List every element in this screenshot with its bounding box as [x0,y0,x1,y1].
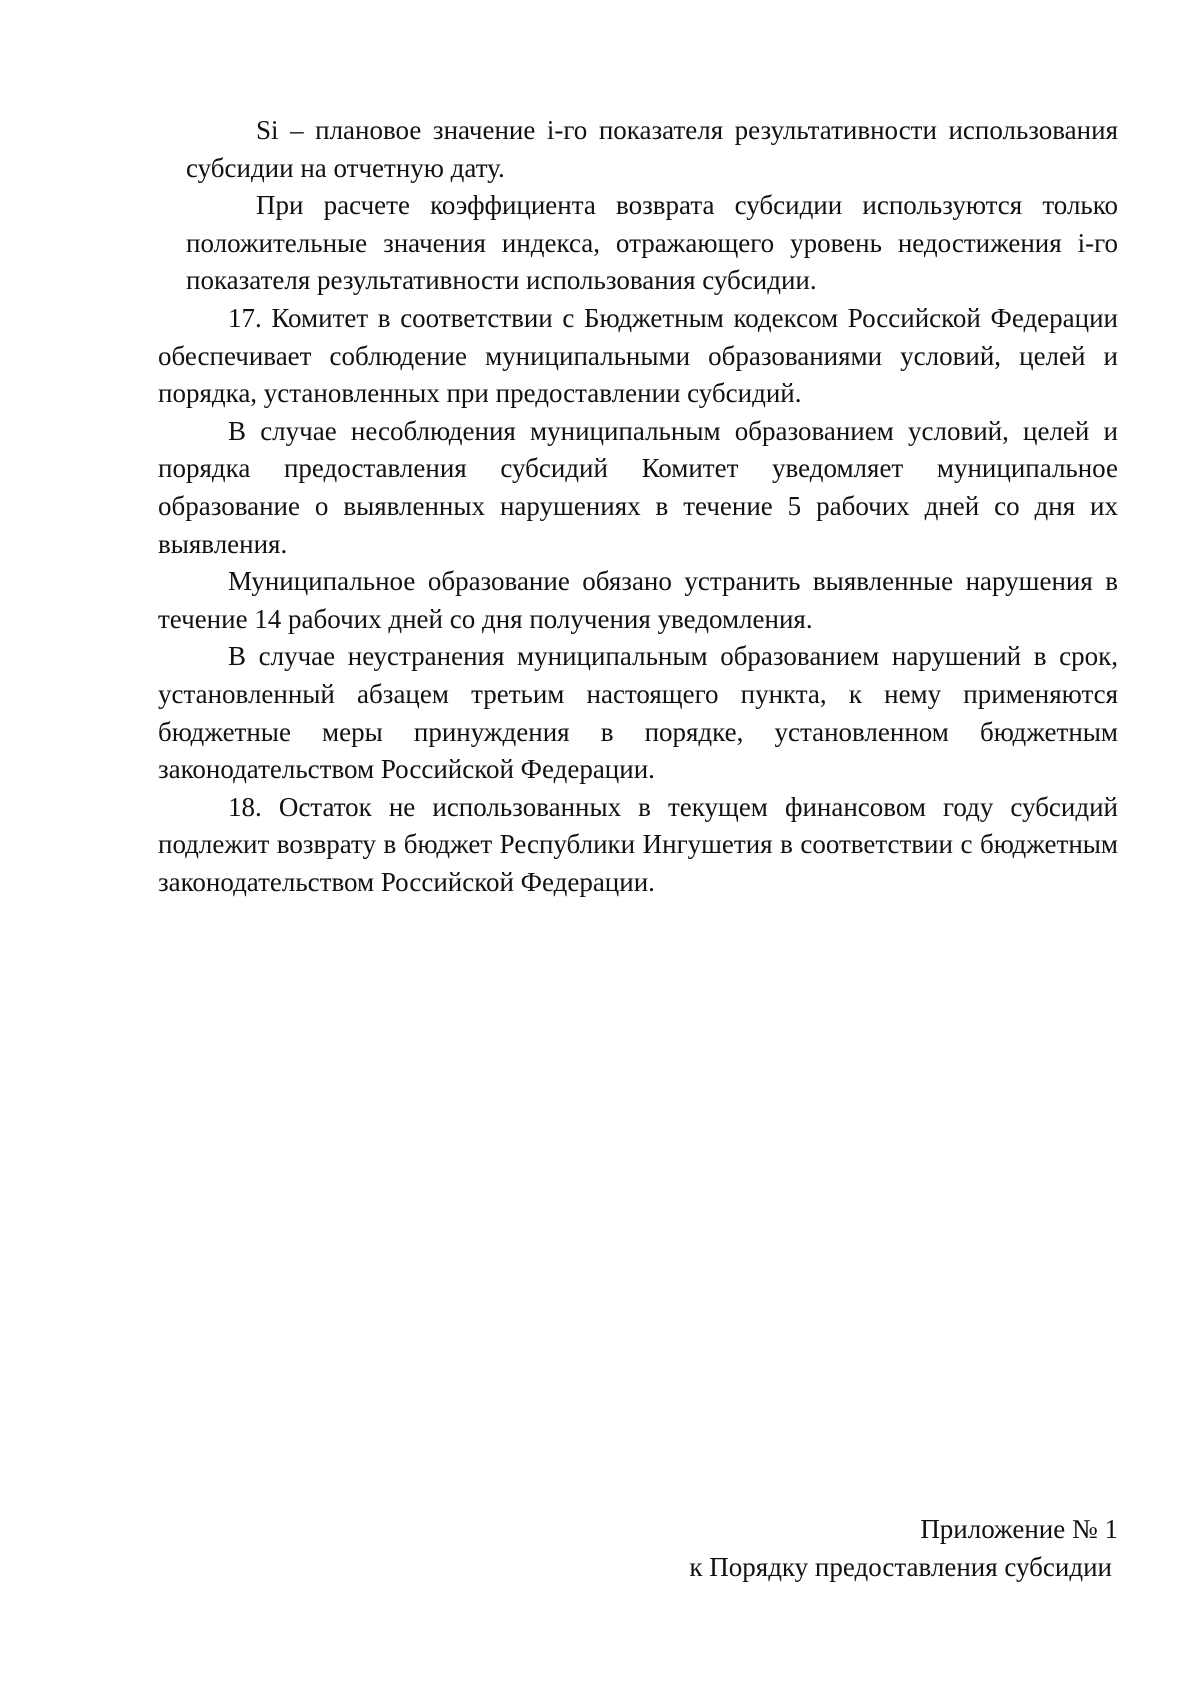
appendix-reference: к Порядку предоставления субсидии [689,1552,1112,1582]
paragraph-18: 18. Остаток не использованных в текущем финансовом году субсидий подлежит возврату в бюджет Республики Ингушетия в соответствии с бюджетным законодательством Российской Федерации. [158,791,1118,897]
appendix-number: Приложение № 1 [920,1514,1118,1544]
paragraph-obligation: Муниципальное образование обязано устранить выявленные нарушения в течение 14 рабочих дней со дня получения уведомления. [158,566,1118,634]
paragraph-17: 17. Комитет в соответствии с Бюджетным кодексом Российской Федерации обеспечивает соблюдение муниципальными образованиями условий, целей и порядка, установленных при предоставлении субсидий. [158,302,1118,409]
paragraph-si-definition: Si – плановое значение i-го показателя результативности использования субсидии на отчетную дату. [186,115,1118,183]
document-body [158,112,1118,901]
paragraph-noncompliance: В случае несоблюдения муниципальным образованием условий, целей и порядка предоставления субсидий Комитет уведомляет муниципальное образование о выявленных нарушениях в течение 5 рабочих дней со дня их выявления. [158,415,1118,559]
paragraph-enforcement: В случае неустранения муниципальным образованием нарушений в срок, установленный абзацем третьим настоящего пункта, к нему применяются бюджетные меры принуждения в порядке, установленном бюджетным законодательством Российской Федерации. [158,641,1118,785]
appendix-header [689,1510,1118,1586]
paragraph-return-coefficient: При расчете коэффициента возврата субсидии используются только положительные значения индекса, отражающего уровень недостижения i-го показателя результативности использования субсидии. [186,190,1118,296]
